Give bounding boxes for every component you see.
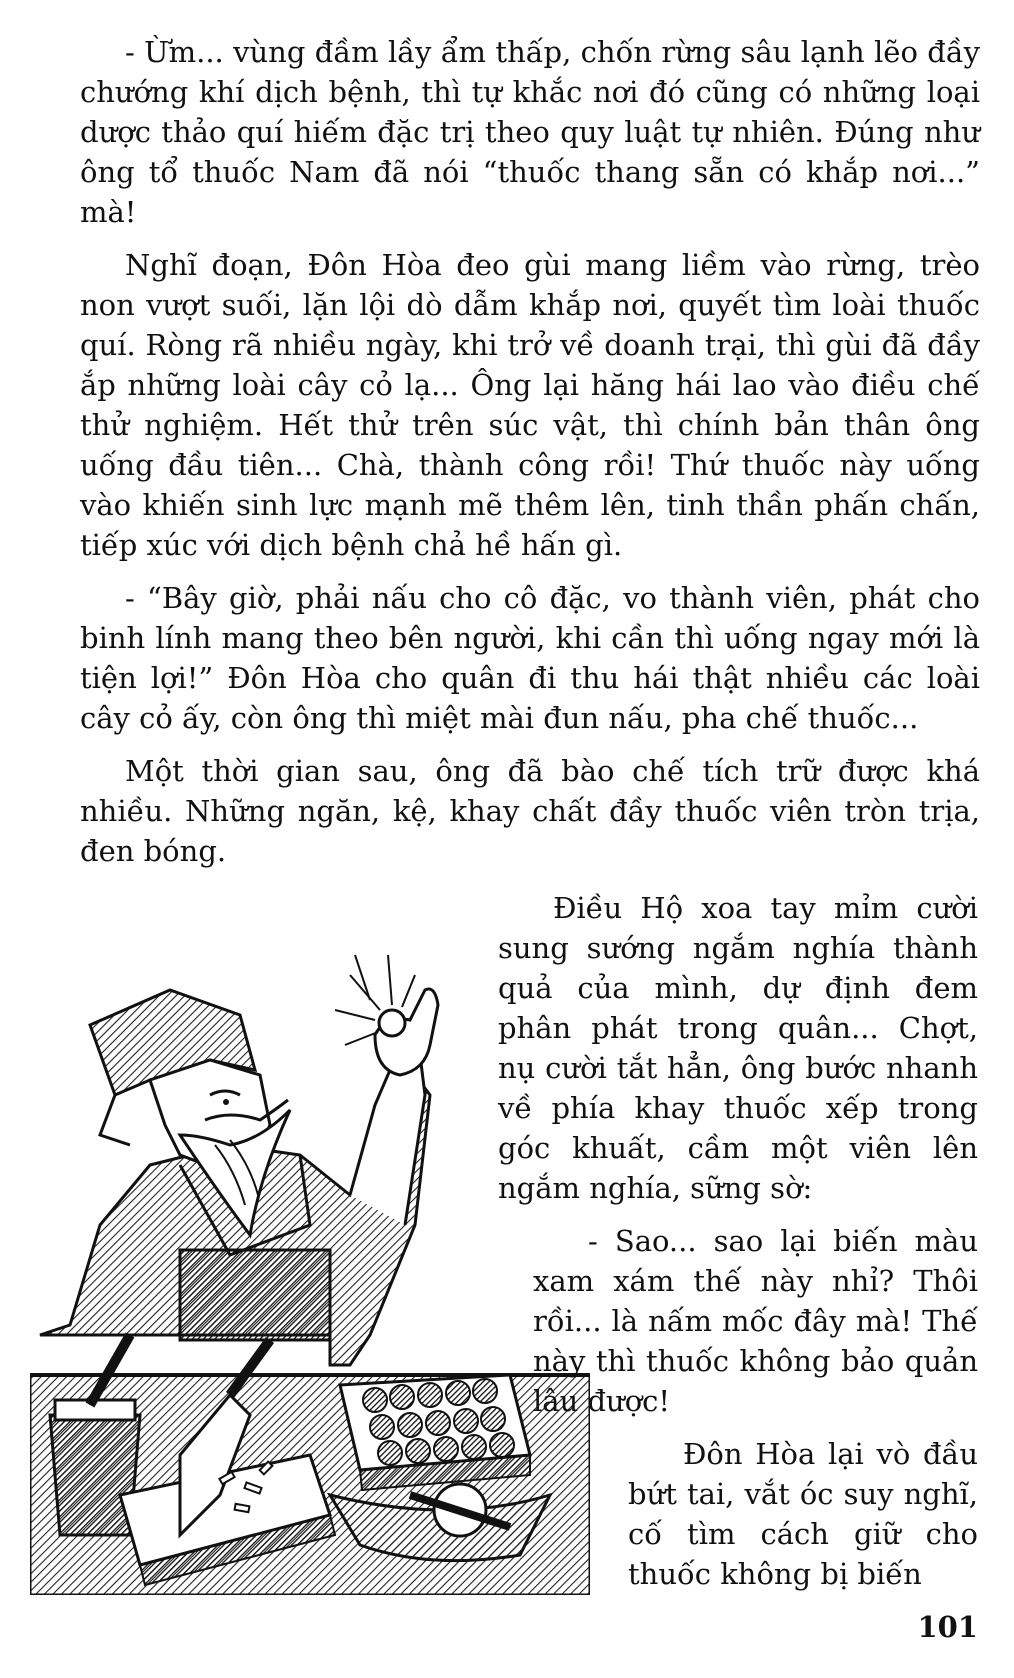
side-text [498, 888, 978, 1607]
main-text [80, 32, 980, 884]
page-number: 101 [917, 1610, 978, 1644]
paragraph-1: - Ừm... vùng đầm lầy ẩm thấp, chốn rừng sâu lạnh lẽo đầy chướng khí dịch bệnh, thì tự khắc nơi đó cũng có những loại dược thảo quí hiếm đặc trị theo quy luật tự nhiên. Đúng như ông tổ thuốc Nam đã nói “thuốc thang sẵn có khắp nơi...” mà! [80, 35, 980, 229]
pill [379, 1010, 405, 1036]
side-paragraph-2: - Sao... sao lại biến màu xam xám thế này nhỉ? Thôi rồi... là nấm mốc đây mà! Thế này thì thuốc không bảo quản lâu được! [533, 1224, 978, 1418]
paragraph-2: Nghĩ đoạn, Đôn Hòa đeo gùi mang liềm vào rừng, trèo non vượt suối, lặn lội dò dẫm khắp nơi, quyết tìm loài thuốc quí. Ròng rã nhiều ngày, khi trở về doanh trại, thì gùi đã đầy ắp những loài cây cỏ lạ... Ông lại hăng hái lao vào điều chế thử nghiệm. Hết thử trên súc vật, thì chính bản thân ông uống đầu tiên... Chà, thành công rồi! Thứ thuốc này uống vào khiến sinh lực mạnh mẽ thêm lên, tinh thần phấn chấn, tiếp xúc với dịch bệnh chả hề hấn gì. [80, 248, 980, 562]
side-paragraph-3: Đôn Hòa lại vò đầu bứt tai, vắt óc suy nghĩ, cố tìm cách giữ cho thuốc không bị biến [628, 1437, 978, 1591]
paragraph-3: - “Bây giờ, phải nấu cho cô đặc, vo thành viên, phát cho binh lính mang theo bên người, khi cần thì uống ngay mới là tiện lợi!” Đôn Hòa cho quân đi thu hái thật nhiều các loài cây cỏ ấy, còn ông thì miệt mài đun nấu, pha chế thuốc... [80, 581, 980, 735]
side-paragraph-1: Điều Hộ xoa tay mỉm cười sung sướng ngắm nghía thành quả của mình, dự định đem phân phát trong quân... Chợt, nụ cười tắt hẳn, ông bước nhanh về phía khay thuốc xếp trong góc khuất, cầm một viên lên ngắm nghía, sững sờ: [498, 891, 978, 1205]
paragraph-4: Một thời gian sau, ông đã bào chế tích trữ được khá nhiều. Những ngăn, kệ, khay chất đầy thuốc viên tròn trịa, đen bóng. [80, 754, 980, 868]
